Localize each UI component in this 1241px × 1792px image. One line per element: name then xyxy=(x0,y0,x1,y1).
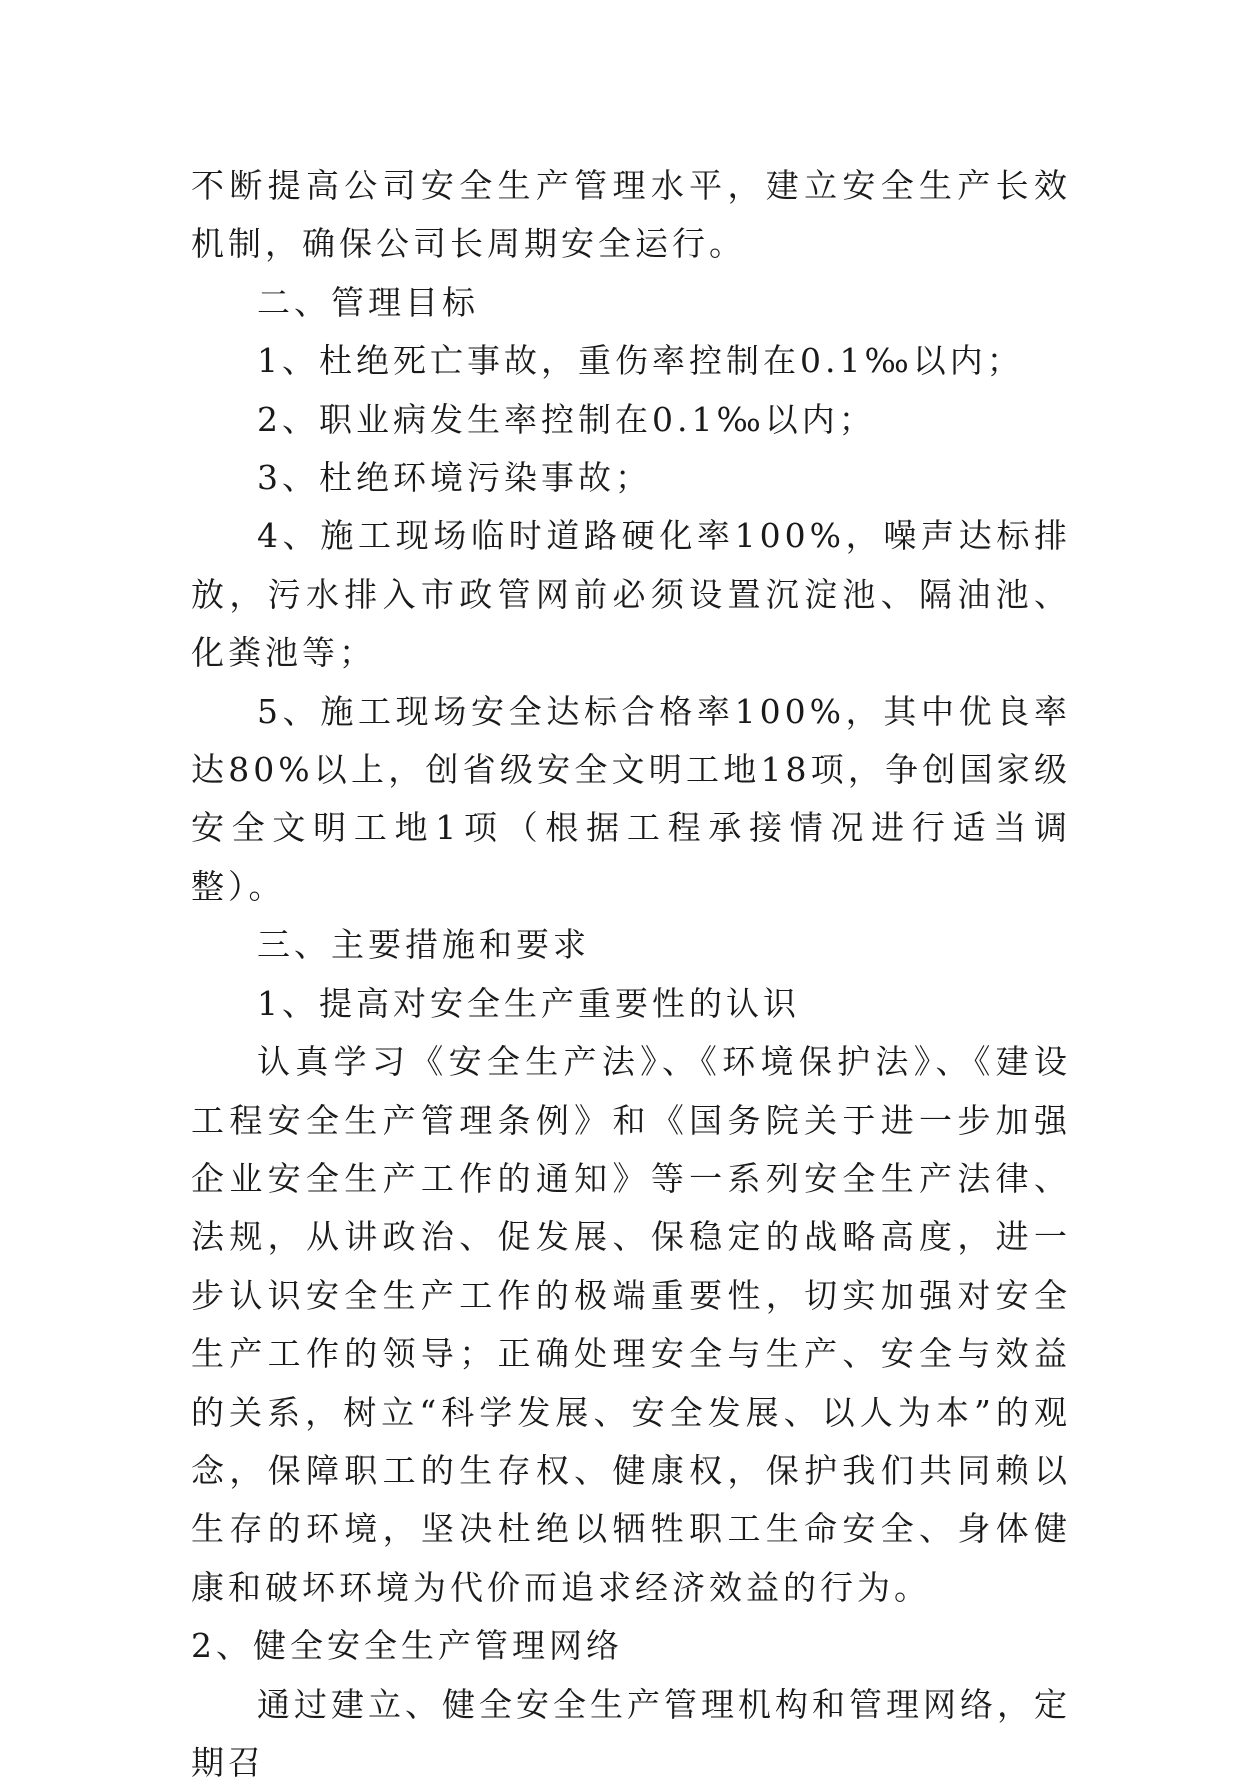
section-heading-management-goals: 二、管理目标 xyxy=(257,282,479,322)
measure-body-2: 通过建立、健全安全生产管理机构和管理网络，定期召 xyxy=(191,1684,1071,1782)
document-body xyxy=(191,157,1071,1792)
section-heading-measures: 三、主要措施和要求 xyxy=(257,925,590,965)
goal-item-4: 4、施工现场临时道路硬化率100%，噪声达标排放，污水排入市政管网前必须设置沉淀池、隔油池、化粪池等； xyxy=(191,516,1071,673)
goal-item-3: 3、杜绝环境污染事故； xyxy=(257,458,652,498)
goal-item-1: 1、杜绝死亡事故，重伤率控制在0.1‰以内； xyxy=(257,341,1024,381)
paragraph-intro-continuation: 不断提高公司安全生产管理水平，建立安全生产长效机制，确保公司长周期安全运行。 xyxy=(191,166,1071,264)
measure-body-1: 认真学习《安全生产法》、《环境保护法》、《建设工程安全生产管理条例》和《国务院关于进一步加强企业安全生产工作的通知》等一系列安全生产法律、法规，从讲政治、促发展、保稳定的战略高度，进一步认识安全生产工作的极端重要性，切实加强对安全生产工作的领导；正确处理安全与生产、安全与效益的关系，树立“科学发展、安全发展、以人为本”的观念，保障职工的生存权、健康权，保护我们共同赖以生存的环境，坚决杜绝以牺牲职工生命安全、身体健康和破坏环境为代价而追求经济效益的行为。 xyxy=(191,1042,1071,1607)
measure-heading-1: 1、提高对安全生产重要性的认识 xyxy=(257,983,800,1023)
measure-heading-2: 2、健全安全生产管理网络 xyxy=(191,1626,623,1666)
goal-item-5: 5、施工现场安全达标合格率100%，其中优良率达80%以上，创省级安全文明工地18项，争创国家级安全文明工地1项（根据工程承接情况进行适当调整）。 xyxy=(191,691,1071,906)
goal-item-2: 2、职业病发生率控制在0.1‰以内； xyxy=(257,399,876,439)
